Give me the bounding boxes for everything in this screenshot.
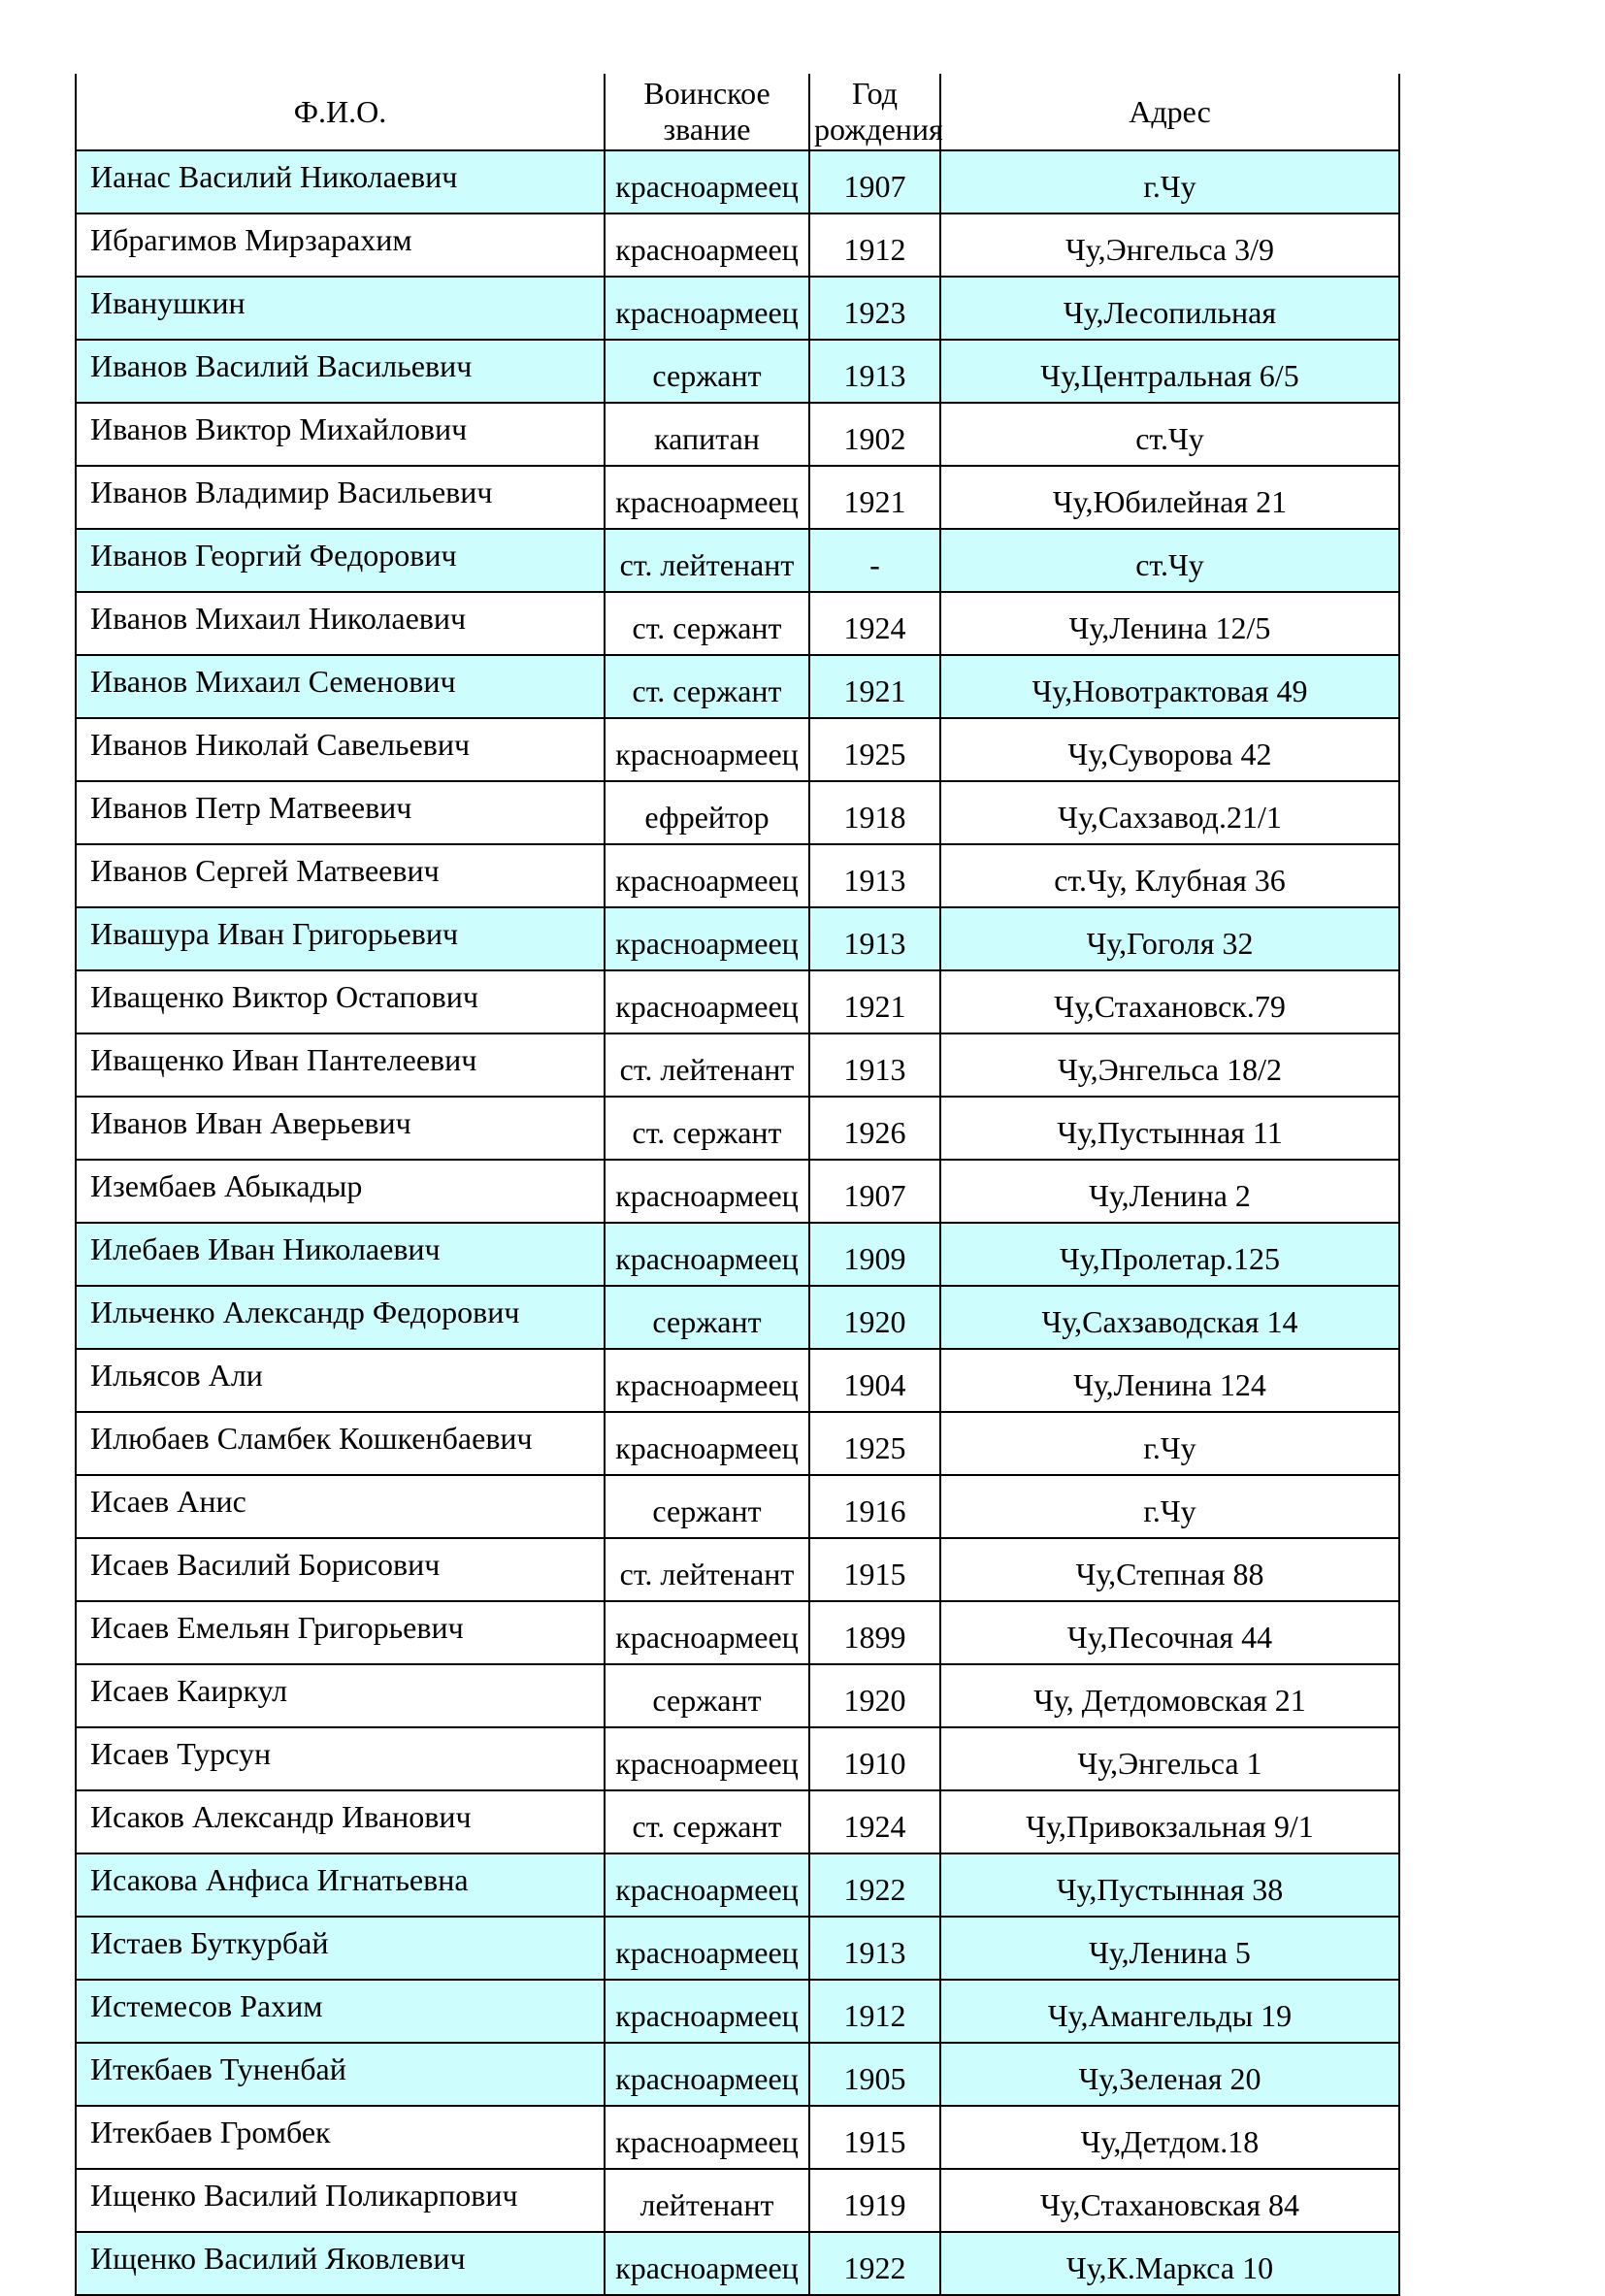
table-row bbox=[76, 213, 1477, 277]
cell-year: 1921 bbox=[809, 970, 940, 1033]
cell-year: 1910 bbox=[809, 1727, 940, 1790]
cell-rank: красноармеец bbox=[605, 466, 809, 529]
table-row bbox=[76, 1664, 1477, 1727]
cell-year: 1915 bbox=[809, 1538, 940, 1601]
table-right-edge-cell bbox=[1399, 2232, 1477, 2295]
table-right-edge-cell bbox=[1399, 213, 1477, 277]
cell-name: Иванов Николай Савельевич bbox=[76, 718, 605, 781]
cell-rank: красноармеец bbox=[605, 1160, 809, 1223]
cell-address: Чу,Привокзальная 9/1 bbox=[940, 1790, 1399, 1853]
cell-address: Чу,Стахановск.79 bbox=[940, 970, 1399, 1033]
cell-name: Ильченко Александр Федорович bbox=[76, 1286, 605, 1349]
table-row bbox=[76, 1033, 1477, 1097]
cell-rank: красноармеец bbox=[605, 277, 809, 340]
table-row bbox=[76, 1097, 1477, 1160]
table-row bbox=[76, 970, 1477, 1033]
cell-name: Илебаев Иван Николаевич bbox=[76, 1223, 605, 1286]
cell-address: Чу,Гоголя 32 bbox=[940, 907, 1399, 970]
cell-address: Чу,Ленина 124 bbox=[940, 1349, 1399, 1412]
table-right-edge-cell bbox=[1399, 466, 1477, 529]
header-address-text: Адрес bbox=[1129, 93, 1211, 129]
table-row bbox=[76, 1160, 1477, 1223]
table-row bbox=[76, 150, 1477, 213]
header-year bbox=[809, 74, 943, 150]
cell-rank: красноармеец bbox=[605, 150, 809, 213]
table-right-edge-cell bbox=[1399, 781, 1477, 844]
table-right-edge-cell bbox=[1399, 718, 1477, 781]
table-right-edge-cell bbox=[1399, 1664, 1477, 1727]
cell-name: Иващенко Виктор Остапович bbox=[76, 970, 605, 1033]
cell-rank: красноармеец bbox=[605, 907, 809, 970]
cell-name: Иванов Петр Матвеевич bbox=[76, 781, 605, 844]
cell-name: Исаев Емельян Григорьевич bbox=[76, 1601, 605, 1664]
header-address bbox=[940, 74, 1399, 150]
cell-year: 1905 bbox=[809, 2043, 940, 2106]
table-right-edge-cell bbox=[1399, 2043, 1477, 2106]
cell-year: 1904 bbox=[809, 1349, 940, 1412]
cell-rank: ст. сержант bbox=[605, 1790, 809, 1853]
table-right-edge-cell bbox=[1399, 970, 1477, 1033]
table-row bbox=[76, 2043, 1477, 2106]
cell-year: 1921 bbox=[809, 655, 940, 718]
table-right-edge-cell bbox=[1399, 1917, 1477, 1980]
table-right-edge-cell bbox=[1399, 1412, 1477, 1475]
cell-rank: красноармеец bbox=[605, 1601, 809, 1664]
cell-rank: красноармеец bbox=[605, 2232, 809, 2295]
cell-year: 1902 bbox=[809, 403, 940, 466]
cell-address: Чу,Сахзавод.21/1 bbox=[940, 781, 1399, 844]
cell-address: ст.Чу bbox=[940, 403, 1399, 466]
roster-body bbox=[76, 150, 1477, 2295]
cell-name: Изембаев Абыкадыр bbox=[76, 1160, 605, 1223]
cell-address: Чу, Детдомовская 21 bbox=[940, 1664, 1399, 1727]
cell-year: 1912 bbox=[809, 213, 940, 277]
cell-year: 1912 bbox=[809, 1980, 940, 2043]
table-row bbox=[76, 529, 1477, 592]
cell-address: Чу,Степная 88 bbox=[940, 1538, 1399, 1601]
cell-year: 1916 bbox=[809, 1475, 940, 1538]
cell-address: Чу,Энгельса 1 bbox=[940, 1727, 1399, 1790]
cell-year: 1924 bbox=[809, 592, 940, 655]
cell-rank: сержант bbox=[605, 1286, 809, 1349]
table-right-edge-cell bbox=[1399, 2169, 1477, 2232]
cell-year: 1913 bbox=[809, 907, 940, 970]
table-row bbox=[76, 1601, 1477, 1664]
table-row bbox=[76, 1286, 1477, 1349]
table-right-edge-cell bbox=[1399, 1727, 1477, 1790]
cell-name: Иващенко Иван Пантелеевич bbox=[76, 1033, 605, 1097]
table-right-edge-cell bbox=[1399, 277, 1477, 340]
cell-rank: красноармеец bbox=[605, 1917, 809, 1980]
cell-address: Чу,Энгельса 3/9 bbox=[940, 213, 1399, 277]
cell-name: Иванов Виктор Михайлович bbox=[76, 403, 605, 466]
table-row bbox=[76, 718, 1477, 781]
cell-name: Истаев Буткурбай bbox=[76, 1917, 605, 1980]
cell-year: 1920 bbox=[809, 1286, 940, 1349]
cell-year: 1913 bbox=[809, 844, 940, 907]
cell-year: 1924 bbox=[809, 1790, 940, 1853]
table-row bbox=[76, 340, 1477, 403]
table-row bbox=[76, 1917, 1477, 1980]
cell-rank: ст. сержант bbox=[605, 592, 809, 655]
cell-name: Иванов Михаил Семенович bbox=[76, 655, 605, 718]
header-year-line2: рождения bbox=[814, 112, 943, 147]
cell-address: Чу,Стахановская 84 bbox=[940, 2169, 1399, 2232]
table-row bbox=[76, 592, 1477, 655]
roster-table bbox=[75, 74, 1477, 2296]
cell-rank: красноармеец bbox=[605, 1412, 809, 1475]
cell-year: 1923 bbox=[809, 277, 940, 340]
table-right-edge-cell bbox=[1399, 1097, 1477, 1160]
table-right-edge-cell bbox=[1399, 1853, 1477, 1917]
table-right-edge-cell bbox=[1399, 1601, 1477, 1664]
cell-rank: сержант bbox=[605, 340, 809, 403]
table-right-edge-cell bbox=[1399, 1980, 1477, 2043]
table-row bbox=[76, 277, 1477, 340]
cell-name: Исаев Василий Борисович bbox=[76, 1538, 605, 1601]
cell-rank: капитан bbox=[605, 403, 809, 466]
table-row bbox=[76, 2106, 1477, 2169]
cell-year: 1907 bbox=[809, 1160, 940, 1223]
cell-address: г.Чу bbox=[940, 1475, 1399, 1538]
cell-name: Иванов Георгий Федорович bbox=[76, 529, 605, 592]
cell-address: Чу,Песочная 44 bbox=[940, 1601, 1399, 1664]
cell-year: 1921 bbox=[809, 466, 940, 529]
cell-address: Чу,Пустынная 11 bbox=[940, 1097, 1399, 1160]
cell-address: Чу,Пролетар.125 bbox=[940, 1223, 1399, 1286]
cell-rank: ефрейтор bbox=[605, 781, 809, 844]
cell-rank: красноармеец bbox=[605, 2106, 809, 2169]
cell-name: Илюбаев Сламбек Кошкенбаевич bbox=[76, 1412, 605, 1475]
header-rank-line1: Воинское bbox=[643, 76, 770, 111]
cell-address: ст.Чу, Клубная 36 bbox=[940, 844, 1399, 907]
cell-year: 1907 bbox=[809, 150, 940, 213]
cell-rank: красноармеец bbox=[605, 2043, 809, 2106]
cell-address: Чу,Лесопильная bbox=[940, 277, 1399, 340]
cell-rank: ст. лейтенант bbox=[605, 1538, 809, 1601]
table-row bbox=[76, 844, 1477, 907]
cell-address: Чу,Энгельса 18/2 bbox=[940, 1033, 1399, 1097]
cell-address: Чу,Юбилейная 21 bbox=[940, 466, 1399, 529]
table-right-edge-cell bbox=[1399, 592, 1477, 655]
cell-name: Ибрагимов Мирзарахим bbox=[76, 213, 605, 277]
cell-year: 1919 bbox=[809, 2169, 940, 2232]
table-right-edge-cell bbox=[1399, 1475, 1477, 1538]
cell-address: Чу,Амангельды 19 bbox=[940, 1980, 1399, 2043]
table-row bbox=[76, 1349, 1477, 1412]
cell-name: Иванов Владимир Васильевич bbox=[76, 466, 605, 529]
cell-year: 1925 bbox=[809, 718, 940, 781]
cell-address: Чу,Сахзаводская 14 bbox=[940, 1286, 1399, 1349]
table-row bbox=[76, 466, 1477, 529]
table-row bbox=[76, 403, 1477, 466]
cell-name: Истемесов Рахим bbox=[76, 1980, 605, 2043]
table-right-edge-cell bbox=[1399, 844, 1477, 907]
cell-rank: ст. сержант bbox=[605, 655, 809, 718]
cell-rank: красноармеец bbox=[605, 1853, 809, 1917]
cell-address: Чу,Центральная 6/5 bbox=[940, 340, 1399, 403]
header-rank bbox=[605, 74, 809, 150]
table-row bbox=[76, 907, 1477, 970]
cell-year: 1913 bbox=[809, 340, 940, 403]
cell-name: Исакова Анфиса Игнатьевна bbox=[76, 1853, 605, 1917]
cell-name: Иванов Василий Васильевич bbox=[76, 340, 605, 403]
header-name-text: Ф.И.О. bbox=[293, 93, 387, 129]
header-year-line1: Год bbox=[851, 76, 899, 111]
cell-year: 1915 bbox=[809, 2106, 940, 2169]
cell-address: Чу,Детдом.18 bbox=[940, 2106, 1399, 2169]
cell-address: ст.Чу bbox=[940, 529, 1399, 592]
table-row bbox=[76, 2232, 1477, 2295]
cell-address: Чу,Ленина 5 bbox=[940, 1917, 1399, 1980]
table-right-edge-cell bbox=[1399, 150, 1477, 213]
table-right-edge-cell bbox=[1399, 1286, 1477, 1349]
cell-name: Ивашура Иван Григорьевич bbox=[76, 907, 605, 970]
cell-name: Ищенко Василий Яковлевич bbox=[76, 2232, 605, 2295]
header-rank-line2: звание bbox=[663, 112, 751, 147]
table-right-edge-cell bbox=[1399, 907, 1477, 970]
cell-rank: красноармеец bbox=[605, 1727, 809, 1790]
table-row bbox=[76, 2169, 1477, 2232]
table-row bbox=[76, 1412, 1477, 1475]
table-right-edge-cell bbox=[1399, 1223, 1477, 1286]
table-row bbox=[76, 1727, 1477, 1790]
cell-year: 1926 bbox=[809, 1097, 940, 1160]
header-row bbox=[76, 74, 1477, 150]
cell-name: Исаев Каиркул bbox=[76, 1664, 605, 1727]
cell-year: 1909 bbox=[809, 1223, 940, 1286]
cell-year: 1899 bbox=[809, 1601, 940, 1664]
cell-year: 1922 bbox=[809, 1853, 940, 1917]
cell-address: Чу,Зеленая 20 bbox=[940, 2043, 1399, 2106]
table-right-edge-cell bbox=[1399, 655, 1477, 718]
cell-address: г.Чу bbox=[940, 150, 1399, 213]
cell-year: - bbox=[809, 529, 940, 592]
cell-name: Ильясов Али bbox=[76, 1349, 605, 1412]
cell-name: Ищенко Василий Поликарпович bbox=[76, 2169, 605, 2232]
cell-year: 1925 bbox=[809, 1412, 940, 1475]
table-row bbox=[76, 1790, 1477, 1853]
cell-address: Чу,К.Маркса 10 bbox=[940, 2232, 1399, 2295]
table-right-edge-cell bbox=[1399, 529, 1477, 592]
cell-name: Исаев Анис bbox=[76, 1475, 605, 1538]
cell-rank: красноармеец bbox=[605, 718, 809, 781]
cell-name: Итекбаев Туненбай bbox=[76, 2043, 605, 2106]
cell-rank: красноармеец bbox=[605, 970, 809, 1033]
table-right-edge-cell bbox=[1399, 340, 1477, 403]
cell-name: Иванов Михаил Николаевич bbox=[76, 592, 605, 655]
table-row bbox=[76, 1223, 1477, 1286]
table-right-edge bbox=[1399, 74, 1477, 150]
table-right-edge-cell bbox=[1399, 403, 1477, 466]
table-row bbox=[76, 781, 1477, 844]
cell-name: Исаев Турсун bbox=[76, 1727, 605, 1790]
cell-name: Исаков Александр Иванович bbox=[76, 1790, 605, 1853]
cell-address: Чу,Ленина 12/5 bbox=[940, 592, 1399, 655]
cell-year: 1913 bbox=[809, 1917, 940, 1980]
cell-name: Иванов Сергей Матвеевич bbox=[76, 844, 605, 907]
cell-address: Чу,Ленина 2 bbox=[940, 1160, 1399, 1223]
header-name bbox=[76, 74, 605, 150]
table-right-edge-cell bbox=[1399, 1349, 1477, 1412]
cell-rank: красноармеец bbox=[605, 213, 809, 277]
table-row bbox=[76, 1538, 1477, 1601]
table-right-edge-cell bbox=[1399, 1033, 1477, 1097]
table-row bbox=[76, 1980, 1477, 2043]
table-right-edge-cell bbox=[1399, 2106, 1477, 2169]
cell-rank: сержант bbox=[605, 1664, 809, 1727]
cell-address: г.Чу bbox=[940, 1412, 1399, 1475]
table-row bbox=[76, 1475, 1477, 1538]
cell-address: Чу,Пустынная 38 bbox=[940, 1853, 1399, 1917]
table-right-edge-cell bbox=[1399, 1160, 1477, 1223]
cell-rank: красноармеец bbox=[605, 1980, 809, 2043]
cell-rank: красноармеец bbox=[605, 1349, 809, 1412]
cell-address: Чу,Суворова 42 bbox=[940, 718, 1399, 781]
table-row bbox=[76, 655, 1477, 718]
cell-name: Иванов Иван Аверьевич bbox=[76, 1097, 605, 1160]
cell-year: 1913 bbox=[809, 1033, 940, 1097]
cell-address: Чу,Новотрактовая 49 bbox=[940, 655, 1399, 718]
cell-year: 1918 bbox=[809, 781, 940, 844]
table-row bbox=[76, 1853, 1477, 1917]
cell-name: Ианас Василий Николаевич bbox=[76, 150, 605, 213]
cell-rank: ст. сержант bbox=[605, 1097, 809, 1160]
cell-rank: красноармеец bbox=[605, 1223, 809, 1286]
cell-rank: лейтенант bbox=[605, 2169, 809, 2232]
cell-name: Итекбаев Громбек bbox=[76, 2106, 605, 2169]
cell-rank: ст. лейтенант bbox=[605, 1033, 809, 1097]
table-right-edge-cell bbox=[1399, 1538, 1477, 1601]
cell-rank: ст. лейтенант bbox=[605, 529, 809, 592]
cell-rank: сержант bbox=[605, 1475, 809, 1538]
table-right-edge-cell bbox=[1399, 1790, 1477, 1853]
cell-rank: красноармеец bbox=[605, 844, 809, 907]
cell-year: 1922 bbox=[809, 2232, 940, 2295]
cell-name: Иванушкин bbox=[76, 277, 605, 340]
cell-year: 1920 bbox=[809, 1664, 940, 1727]
